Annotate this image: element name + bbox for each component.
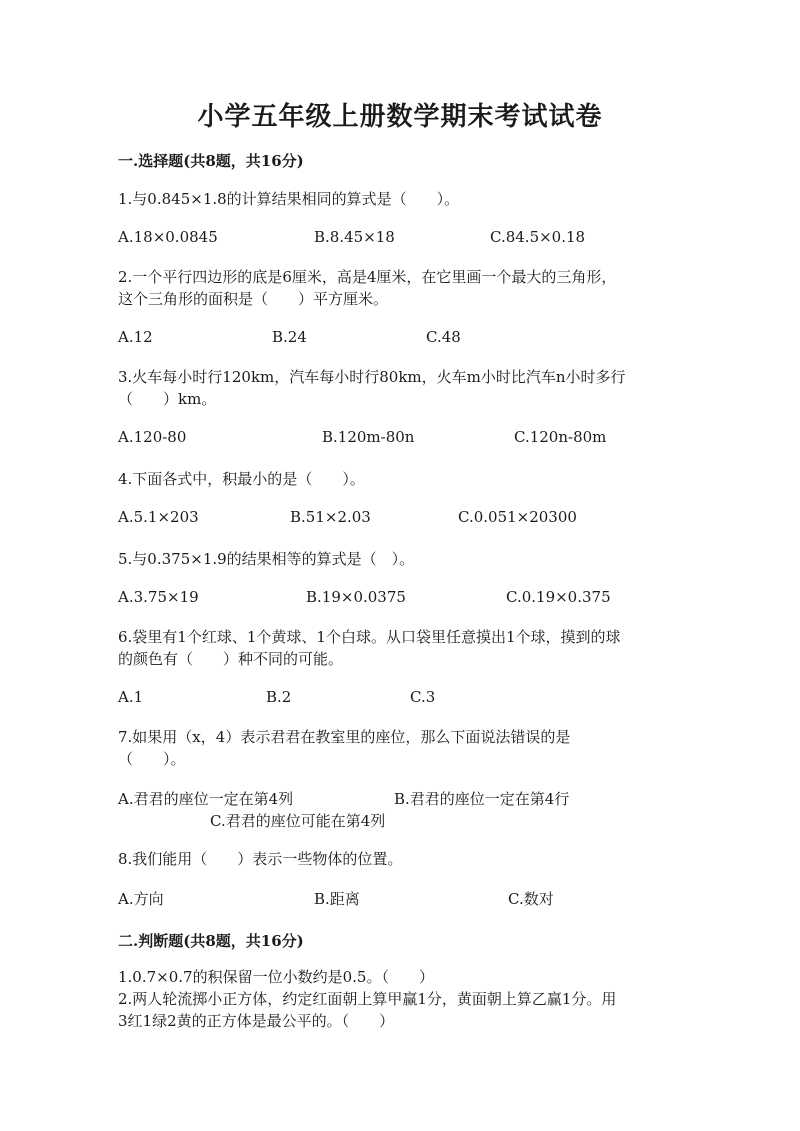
question-1-option-c: C.84.5×0.18	[490, 228, 586, 246]
question-8-option-c: C.数对	[508, 890, 554, 908]
question-8: 8.我们能用（ ）表示一些物体的位置。	[118, 850, 403, 868]
question-6	[118, 626, 678, 670]
section-heading-choice: 一.选择题(共8题，共16分)	[118, 152, 304, 170]
question-7-line-1: 7.如果用（x，4）表示君君在教室里的座位，那么下面说法错误的是	[118, 728, 571, 746]
question-6-line-2: 的颜色有（ ）种不同的可能。	[118, 650, 344, 668]
question-2-line-2: 这个三角形的面积是（ ）平方厘米。	[118, 290, 389, 308]
question-6-line-1: 6.袋里有1个红球、1个黄球、1个白球。从口袋里任意摸出1个球，摸到的球	[118, 628, 621, 646]
judgement-1: 1.0.7×0.7的积保留一位小数约是0.5。（ ）	[118, 968, 434, 986]
question-2-option-c: C.48	[426, 328, 461, 346]
question-3	[118, 366, 678, 410]
question-6-option-a: A.1	[118, 688, 144, 706]
question-5-option-a: A.3.75×19	[118, 588, 199, 606]
question-3-option-a: A.120-80	[118, 428, 187, 446]
question-6-option-b: B.2	[266, 688, 292, 706]
question-7-line-2: （ ）。	[118, 750, 186, 768]
question-8-option-a: A.方向	[118, 890, 164, 908]
question-2-line-1: 2.一个平行四边形的底是6厘米，高是4厘米，在它里画一个最大的三角形，	[118, 268, 617, 286]
question-3-option-b: B.120m-80n	[322, 428, 415, 446]
question-7-option-c: C.君君的座位可能在第4列	[210, 812, 386, 830]
question-8-option-b: B.距离	[314, 890, 360, 908]
judgement-2-line-1: 2.两人轮流掷小正方体，约定红面朝上算甲赢1分，黄面朝上算乙赢1分。用	[118, 990, 617, 1008]
question-1-option-b: B.8.45×18	[314, 228, 395, 246]
section-heading-judgement: 二.判断题(共8题，共16分)	[118, 932, 304, 950]
question-2	[118, 266, 678, 310]
question-4-option-c: C.0.051×20300	[458, 508, 577, 526]
question-5-option-c: C.0.19×0.375	[506, 588, 611, 606]
question-7	[118, 726, 678, 770]
question-5: 5.与0.375×1.9的结果相等的算式是（ ）。	[118, 550, 415, 568]
question-5-option-b: B.19×0.0375	[306, 588, 406, 606]
question-1-option-a: A.18×0.0845	[118, 228, 218, 246]
question-7-option-a: A.君君的座位一定在第4列	[118, 790, 294, 808]
question-2-option-b: B.24	[272, 328, 307, 346]
question-4-option-b: B.51×2.03	[290, 508, 371, 526]
question-3-option-c: C.120n-80m	[514, 428, 607, 446]
question-3-line-1: 3.火车每小时行120km，汽车每小时行80km，火车m小时比汽车n小时多行	[118, 368, 626, 386]
question-4: 4.下面各式中，积最小的是（ ）。	[118, 470, 365, 488]
question-4-option-a: A.5.1×203	[118, 508, 199, 526]
question-2-option-a: A.12	[118, 328, 153, 346]
judgement-2	[118, 988, 678, 1032]
page-title: 小学五年级上册数学期末考试试卷	[197, 102, 603, 132]
question-6-option-c: C.3	[410, 688, 436, 706]
question-7-option-b: B.君君的座位一定在第4行	[394, 790, 570, 808]
question-3-line-2: （ ）km。	[118, 390, 217, 408]
question-1: 1.与0.845×1.8的计算结果相同的算式是（ ）。	[118, 190, 460, 208]
judgement-2-line-2: 3红1绿2黄的正方体是最公平的。（ ）	[118, 1012, 395, 1030]
